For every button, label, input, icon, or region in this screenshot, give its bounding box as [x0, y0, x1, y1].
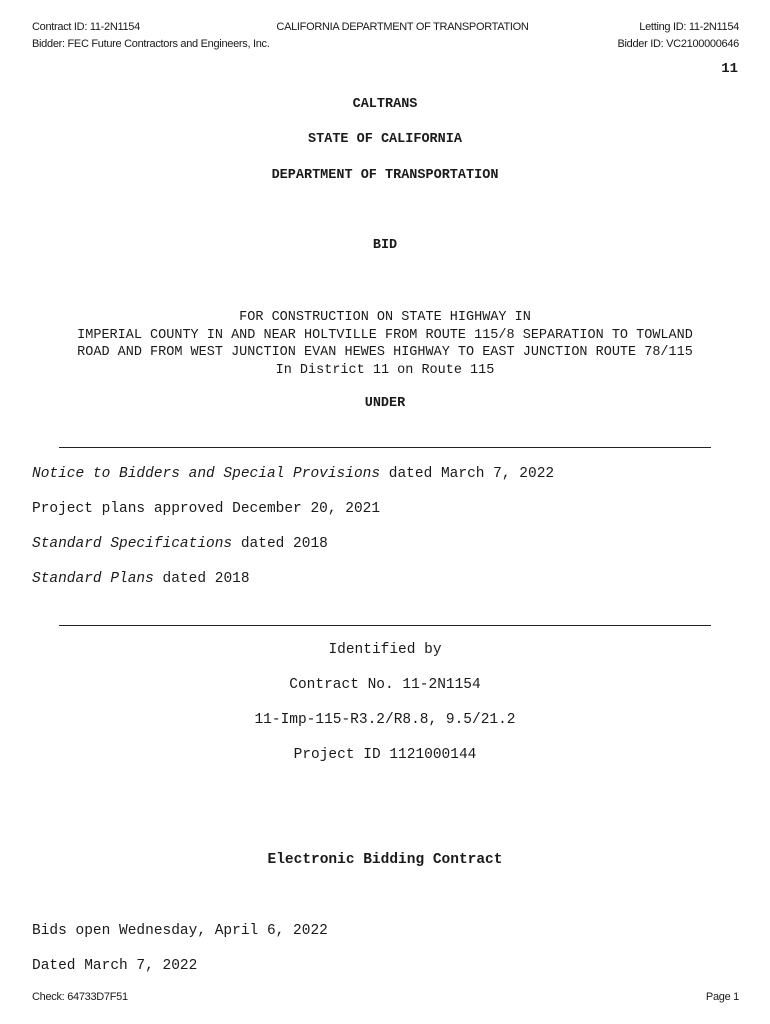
document-title: Notice to Bidders and Special Provisions	[32, 466, 381, 482]
document-reference	[32, 536, 328, 552]
document-date: dated March 7, 2022	[380, 466, 555, 482]
route-postmiles: 11-Imp-115-R3.2/R8.8, 9.5/21.2	[254, 712, 516, 728]
identified-by: Identified by	[328, 642, 442, 658]
bidder-id: Bidder ID: VC2100000646	[617, 38, 739, 50]
title-state: STATE OF CALIFORNIA	[308, 132, 462, 147]
document-date: dated 2018	[232, 536, 328, 552]
header-agency: CALIFORNIA DEPARTMENT OF TRANSPORTATION	[276, 21, 529, 33]
document-reference	[32, 466, 554, 482]
document-reference	[32, 571, 250, 587]
document-date: dated 2018	[153, 571, 250, 587]
document-date: Project plans approved December 20, 2021	[32, 501, 381, 517]
description-line: ROAD AND FROM WEST JUNCTION EVAN HEWES HIGHWAY TO EAST JUNCTION ROUTE 78/115	[77, 345, 693, 360]
contract-number: Contract No. 11-2N1154	[289, 677, 481, 693]
title-bid: BID	[372, 238, 398, 253]
under-label: UNDER	[364, 396, 406, 411]
title-caltrans: CALTRANS	[352, 97, 418, 112]
letting-id: Letting ID: 11-2N1154	[639, 21, 739, 33]
bids-open: Bids open Wednesday, April 6, 2022	[32, 923, 328, 939]
document-title: Standard Plans	[32, 571, 154, 587]
project-description	[28, 309, 742, 379]
footer-page: Page 1	[705, 991, 739, 1003]
bidder-name: Bidder: FEC Future Contractors and Engineers, Inc.	[32, 38, 270, 50]
divider	[59, 447, 711, 448]
title-department: DEPARTMENT OF TRANSPORTATION	[271, 168, 499, 183]
divider	[59, 625, 711, 626]
check-code: Check: 64733D7F51	[32, 991, 128, 1003]
description-line: IMPERIAL COUNTY IN AND NEAR HOLTVILLE FROM ROUTE 115/8 SEPARATION TO TOWLAND	[77, 327, 693, 343]
contract-id: Contract ID: 11-2N1154	[32, 21, 140, 33]
dated-line: Dated March 7, 2022	[32, 958, 198, 974]
document-title: Standard Specifications	[32, 536, 233, 552]
description-line: FOR CONSTRUCTION ON STATE HIGHWAY IN	[239, 310, 531, 325]
page-number: 11	[721, 61, 738, 77]
document-reference	[32, 501, 380, 517]
description-line: In District 11 on Route 115	[275, 362, 495, 378]
electronic-bidding-title: Electronic Bidding Contract	[267, 852, 503, 868]
project-id: Project ID 1121000144	[293, 747, 477, 763]
header-right	[617, 19, 739, 53]
